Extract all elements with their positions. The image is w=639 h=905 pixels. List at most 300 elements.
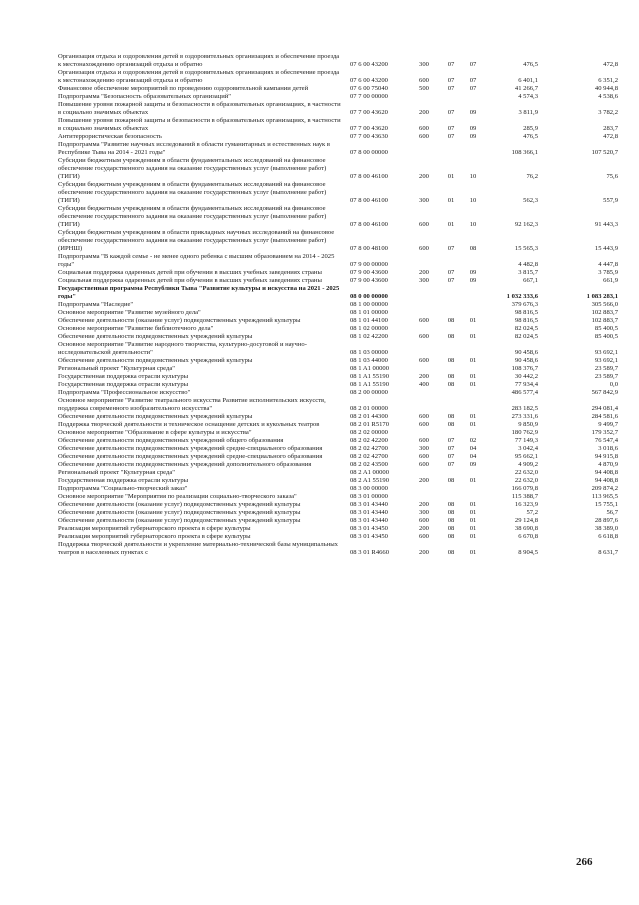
table-row: [58, 141, 618, 157]
row-code: 08 1 00 00000: [350, 301, 388, 308]
row-code: 08 3 01 43450: [350, 533, 388, 540]
row-amount-year2: 93 692,1: [594, 357, 618, 364]
row-amount-year2: 107 520,7: [591, 149, 618, 156]
row-section: 08: [447, 509, 455, 516]
table-row: [58, 93, 618, 101]
row-code: 08 1 03 44000: [350, 357, 388, 364]
row-expense-type: 600: [419, 357, 429, 364]
row-subsection: 01: [469, 317, 477, 324]
row-amount-year1: 16 323,9: [514, 501, 538, 508]
row-description: Обеспечение деятельности подведомственных учреждений культуры: [58, 413, 253, 420]
row-description: Реализация мероприятий губернаторского проекта в сфере культуры: [58, 525, 251, 532]
row-code: 08 3 01 43440: [350, 501, 388, 508]
row-amount-year2: 85 400,5: [594, 333, 618, 340]
row-subsection: 07: [469, 61, 477, 68]
row-code: 07 6 00 75040: [350, 85, 388, 92]
row-code: 08 3 01 43440: [350, 509, 388, 516]
table-row: [58, 285, 618, 301]
row-code: 08 2 02 42700: [350, 453, 388, 460]
row-amount-year1: 4 482,8: [518, 261, 538, 268]
row-expense-type: 600: [419, 245, 429, 252]
row-description: Обеспечение деятельности (оказание услуг) подведомственных учреждений культуры: [58, 517, 301, 524]
row-code: 08 3 01 43440: [350, 517, 388, 524]
row-amount-year1: 92 162,3: [514, 221, 538, 228]
row-section: 07: [447, 109, 455, 116]
row-expense-type: 200: [419, 173, 429, 180]
row-amount-year1: 273 331,6: [511, 413, 538, 420]
table-row: [58, 229, 618, 253]
row-description: Социальная поддержка одаренных детей при обучении в высших учебных заведениях страны: [58, 269, 322, 276]
table-row: [58, 277, 618, 285]
row-expense-type: 600: [419, 453, 429, 460]
row-amount-year2: 179 352,7: [591, 429, 618, 436]
row-expense-type: 200: [419, 373, 429, 380]
row-subsection: 08: [469, 245, 477, 252]
row-amount-year2: 1 083 283,1: [586, 293, 618, 300]
row-amount-year1: 6 401,1: [518, 77, 538, 84]
row-amount-year2: 93 692,1: [594, 349, 618, 356]
row-section: 08: [447, 477, 455, 484]
row-amount-year2: 661,9: [603, 277, 618, 284]
row-expense-type: 600: [419, 461, 429, 468]
row-subsection: 01: [469, 517, 477, 524]
row-code: 07 8 00 46100: [350, 197, 388, 204]
table-row: [58, 389, 618, 397]
row-expense-type: 600: [419, 517, 429, 524]
row-code: 08 2 01 44300: [350, 413, 388, 420]
row-code: 08 1 A1 55190: [350, 381, 390, 388]
row-code: 08 3 00 00000: [350, 485, 388, 492]
row-amount-year1: 115 388,7: [511, 493, 538, 500]
row-code: 07 9 00 43600: [350, 269, 388, 276]
table-row: [58, 509, 618, 517]
row-amount-year2: 8 631,7: [598, 549, 618, 556]
table-row: [58, 205, 618, 229]
row-section: 08: [447, 373, 455, 380]
row-code: 08 2 A1 00000: [350, 469, 390, 476]
row-amount-year2: 9 499,7: [598, 421, 618, 428]
row-section: 07: [447, 445, 455, 452]
row-subsection: 10: [469, 173, 477, 180]
table-row: [58, 453, 618, 461]
row-expense-type: 200: [419, 501, 429, 508]
row-description: Обеспечение деятельности подведомственных учреждений общего образования: [58, 437, 284, 444]
table-row: [58, 357, 618, 365]
row-amount-year1: 22 632,0: [514, 469, 538, 476]
row-subsection: 01: [469, 501, 477, 508]
row-amount-year2: 4 870,9: [598, 461, 618, 468]
row-subsection: 01: [469, 549, 477, 556]
row-amount-year1: 57,2: [526, 509, 538, 516]
row-amount-year1: 166 079,8: [511, 485, 538, 492]
row-amount-year2: 209 874,2: [591, 485, 618, 492]
row-amount-year1: 486 577,4: [511, 389, 538, 396]
row-expense-type: 300: [419, 277, 429, 284]
row-amount-year1: 30 442,2: [514, 373, 538, 380]
row-description: Региональный проект "Культурная среда": [58, 365, 175, 372]
table-row: [58, 485, 618, 493]
row-expense-type: 400: [419, 381, 429, 388]
row-section: 07: [447, 453, 455, 460]
row-code: 08 2 02 42700: [350, 445, 388, 452]
table-row: [58, 477, 618, 485]
row-expense-type: 600: [419, 533, 429, 540]
row-description: Обеспечение деятельности подведомственных учреждений средне-специального образования: [58, 453, 323, 460]
table-row: [58, 373, 618, 381]
row-description: Региональный проект "Культурная среда": [58, 469, 175, 476]
row-amount-year2: 3 782,2: [598, 109, 618, 116]
row-amount-year1: 3 042,4: [518, 445, 538, 452]
row-amount-year2: 557,9: [603, 197, 618, 204]
row-section: 07: [447, 277, 455, 284]
row-expense-type: 300: [419, 445, 429, 452]
row-description: Государственная поддержка отрасли культуры: [58, 373, 189, 380]
row-expense-type: 200: [419, 477, 429, 484]
row-subsection: 07: [469, 77, 477, 84]
row-amount-year2: 472,8: [603, 61, 618, 68]
row-amount-year2: 3 785,9: [598, 269, 618, 276]
row-amount-year2: 40 944,8: [594, 85, 618, 92]
row-code: 07 6 00 43200: [350, 61, 388, 68]
table-row: [58, 85, 618, 93]
row-amount-year1: 3 811,9: [518, 109, 538, 116]
row-amount-year1: 77 934,4: [514, 381, 538, 388]
page-number: 266: [576, 856, 593, 868]
table-row: [58, 133, 618, 141]
table-row: [58, 117, 618, 133]
row-amount-year1: 562,3: [523, 197, 538, 204]
row-code: 08 3 01 43450: [350, 525, 388, 532]
table-row: [58, 365, 618, 373]
row-subsection: 09: [469, 461, 477, 468]
table-row: [58, 501, 618, 509]
row-amount-year2: 91 443,3: [594, 221, 618, 228]
row-amount-year2: 472,8: [603, 133, 618, 140]
table-row: [58, 253, 618, 269]
row-amount-year2: 283,7: [603, 125, 618, 132]
row-description: Основное мероприятие "Развитие музейного дела": [58, 309, 201, 316]
row-subsection: 01: [469, 357, 477, 364]
row-section: 08: [447, 421, 455, 428]
row-amount-year1: 82 024,5: [514, 333, 538, 340]
row-description: Обеспечение деятельности подведомственных учреждений культуры: [58, 333, 253, 340]
row-description: Организация отдыха и оздоровления детей в оздоровительных организациях и обеспечение проезда к местонахождению организаций отдыха и обратно: [58, 69, 340, 84]
row-amount-year1: 1 032 333,6: [506, 293, 538, 300]
row-amount-year2: 567 842,9: [591, 389, 618, 396]
table-row: [58, 397, 618, 413]
table-row: [58, 469, 618, 477]
row-expense-type: 200: [419, 269, 429, 276]
table-row: [58, 181, 618, 205]
row-subsection: 02: [469, 437, 477, 444]
table-row: [58, 421, 618, 429]
row-description: Подпрограмма "Безопасность образовательных организаций": [58, 93, 231, 100]
row-amount-year1: 4 574,3: [518, 93, 538, 100]
row-description: Субсидии бюджетным учреждениям в области фундаментальных исследований на финансовое обеспечение государственного задания на оказание государственных услуг (выполнение работ) (ТИГИ): [58, 181, 327, 204]
row-expense-type: 600: [419, 125, 429, 132]
row-section: 01: [447, 197, 455, 204]
row-amount-year2: 94 408,8: [594, 477, 618, 484]
row-code: 07 8 00 46100: [350, 221, 388, 228]
row-description: Основное мероприятие "Мероприятия по реализации социально-творческого заказа": [58, 493, 297, 500]
row-code: 08 1 01 44100: [350, 317, 388, 324]
row-description: Государственная поддержка отрасли культуры: [58, 477, 189, 484]
row-amount-year1: 95 662,1: [514, 453, 538, 460]
row-code: 07 9 00 00000: [350, 261, 388, 268]
row-amount-year1: 476,5: [523, 61, 538, 68]
row-section: 07: [447, 61, 455, 68]
row-amount-year2: 0,0: [609, 381, 618, 388]
row-amount-year2: 3 018,6: [598, 445, 618, 452]
row-section: 08: [447, 533, 455, 540]
row-subsection: 09: [469, 109, 477, 116]
row-amount-year2: 102 883,7: [591, 317, 618, 324]
row-code: 08 0 00 00000: [350, 293, 388, 300]
row-section: 08: [447, 525, 455, 532]
row-amount-year2: 38 389,0: [594, 525, 618, 532]
row-amount-year1: 82 024,5: [514, 325, 538, 332]
row-amount-year2: 15 755,1: [594, 501, 618, 508]
row-amount-year1: 476,5: [523, 133, 538, 140]
row-description: Обеспечение деятельности (оказание услуг) подведомственных учреждений культуры: [58, 509, 301, 516]
row-amount-year1: 38 690,8: [514, 525, 538, 532]
row-code: 08 2 02 43500: [350, 461, 388, 468]
row-amount-year2: 75,6: [606, 173, 618, 180]
row-amount-year2: 94 408,8: [594, 469, 618, 476]
row-amount-year1: 98 816,5: [514, 309, 538, 316]
row-description: Государственная программа Республики Тыва "Развитие культуры и искусства на 2021 - 2025 годы": [58, 285, 340, 300]
row-amount-year2: 113 965,5: [591, 493, 618, 500]
row-amount-year1: 15 565,3: [514, 245, 538, 252]
row-section: 07: [447, 133, 455, 140]
row-section: 08: [447, 549, 455, 556]
row-description: Повышение уровня пожарной защиты и безопасности в образовательных организациях, в частности в социально значимых объектах: [58, 117, 341, 132]
row-amount-year2: 102 883,7: [591, 309, 618, 316]
row-amount-year2: 28 897,6: [594, 517, 618, 524]
row-amount-year1: 379 676,3: [511, 301, 538, 308]
row-amount-year2: 6 618,8: [598, 533, 618, 540]
row-amount-year2: 76 547,4: [594, 437, 618, 444]
row-subsection: 01: [469, 477, 477, 484]
row-code: 07 6 00 43200: [350, 77, 388, 84]
row-description: Основное мероприятие "Развитие народного творчества, культурно-досуговой и научно-исследовательской деятельности": [58, 341, 307, 356]
table-row: [58, 157, 618, 181]
row-description: Субсидии бюджетным учреждениям в области фундаментальных исследований на финансовое обеспечение государственного задания на оказание государственных услуг (выполнение работ) (ТИГИ): [58, 157, 327, 180]
row-description: Подпрограмма "В каждой семье - не менее одного ребенка с высшим образованием на 2014 - 2025 годы": [58, 253, 335, 268]
row-expense-type: 600: [419, 77, 429, 84]
row-section: 08: [447, 317, 455, 324]
row-amount-year2: 85 400,5: [594, 325, 618, 332]
table-row: [58, 269, 618, 277]
row-expense-type: 600: [419, 221, 429, 228]
row-expense-type: 200: [419, 109, 429, 116]
row-section: 07: [447, 245, 455, 252]
row-code: 08 1 A1 55190: [350, 373, 390, 380]
row-code: 07 8 00 48100: [350, 245, 388, 252]
row-code: 08 2 01 00000: [350, 405, 388, 412]
row-subsection: 04: [469, 445, 477, 452]
row-description: Обеспечение деятельности (оказание услуг) подведомственных учреждений культуры: [58, 317, 301, 324]
table-row: [58, 381, 618, 389]
row-code: 08 2 01 R5170: [350, 421, 390, 428]
table-row: [58, 333, 618, 341]
table-row: [58, 533, 618, 541]
row-code: 08 1 02 42200: [350, 333, 388, 340]
row-section: 08: [447, 357, 455, 364]
row-section: 07: [447, 437, 455, 444]
row-subsection: 01: [469, 413, 477, 420]
row-description: Подпрограмма "Развитие научных исследований в области гуманитарных и естественных наук в Республике Тыва на 2014 - 2021 годы": [58, 141, 331, 156]
row-expense-type: 200: [419, 549, 429, 556]
row-amount-year1: 8 904,5: [518, 549, 538, 556]
row-amount-year1: 98 816,5: [514, 317, 538, 324]
row-description: Основное мероприятие "Развитие библиотечного дела": [58, 325, 214, 332]
row-code: 08 3 01 R4660: [350, 549, 390, 556]
row-amount-year2: 284 581,6: [591, 413, 618, 420]
row-amount-year1: 76,2: [526, 173, 538, 180]
row-amount-year1: 77 149,3: [514, 437, 538, 444]
row-amount-year2: 4 447,8: [598, 261, 618, 268]
row-expense-type: 500: [419, 85, 429, 92]
table-row: [58, 445, 618, 453]
row-description: Социальная поддержка одаренных детей при обучении в высших учебных заведениях страны: [58, 277, 322, 284]
row-subsection: 09: [469, 277, 477, 284]
table-row: [58, 317, 618, 325]
row-description: Обеспечение деятельности (оказание услуг) подведомственных учреждений культуры: [58, 501, 301, 508]
row-subsection: 09: [469, 133, 477, 140]
row-expense-type: 600: [419, 333, 429, 340]
row-subsection: 04: [469, 453, 477, 460]
row-amount-year1: 41 266,7: [514, 85, 538, 92]
row-amount-year1: 29 124,8: [514, 517, 538, 524]
row-expense-type: 200: [419, 525, 429, 532]
row-description: Субсидии бюджетным учреждениям в области фундаментальных исследований на финансовое обеспечение государственного задания на оказание государственных услуг (выполнение работ) (ТИГИ): [58, 205, 327, 228]
row-subsection: 01: [469, 525, 477, 532]
row-description: Обеспечение деятельности подведомственных учреждений культуры: [58, 357, 253, 364]
row-subsection: 09: [469, 125, 477, 132]
row-expense-type: 600: [419, 421, 429, 428]
row-amount-year2: 23 589,7: [594, 365, 618, 372]
row-code: 08 2 A1 55190: [350, 477, 390, 484]
row-amount-year1: 285,9: [523, 125, 538, 132]
row-description: Поддержка творческой деятельности и укрепление материально-технической базы муниципальных театров в населенных пунктах с: [58, 541, 338, 556]
row-description: Подпрограмма "Профессиональное искусство": [58, 389, 191, 396]
row-section: 08: [447, 381, 455, 388]
table-row: [58, 301, 618, 309]
row-section: 07: [447, 269, 455, 276]
row-amount-year2: 305 566,0: [591, 301, 618, 308]
row-subsection: 01: [469, 373, 477, 380]
table-row: [58, 53, 618, 69]
row-subsection: 10: [469, 197, 477, 204]
row-code: 08 1 03 00000: [350, 349, 388, 356]
row-code: 07 8 00 00000: [350, 149, 388, 156]
row-description: Финансовое обеспечение мероприятий по проведению оздоровительной кампании детей: [58, 85, 309, 92]
row-code: 07 7 00 43630: [350, 133, 388, 140]
table-row: [58, 429, 618, 437]
row-subsection: 01: [469, 381, 477, 388]
row-description: Государственная поддержка отрасли культуры: [58, 381, 189, 388]
row-expense-type: 300: [419, 61, 429, 68]
row-section: 08: [447, 413, 455, 420]
row-amount-year1: 90 458,6: [514, 349, 538, 356]
row-expense-type: 600: [419, 413, 429, 420]
row-expense-type: 300: [419, 509, 429, 516]
row-amount-year1: 6 670,8: [518, 533, 538, 540]
row-section: 07: [447, 461, 455, 468]
row-description: Основное мероприятие "Развитие театрального искусства Развитие исполнительских искусств, поддержка современного изобразительного искусства": [58, 397, 326, 412]
row-code: 08 2 00 00000: [350, 389, 388, 396]
row-description: Антитеррористическая безопасность: [58, 133, 162, 140]
row-section: 01: [447, 173, 455, 180]
row-code: 08 1 01 00000: [350, 309, 388, 316]
row-amount-year1: 4 909,2: [518, 461, 538, 468]
row-subsection: 01: [469, 509, 477, 516]
row-amount-year1: 108 376,7: [511, 365, 538, 372]
row-code: 08 2 02 42200: [350, 437, 388, 444]
table-row: [58, 325, 618, 333]
row-amount-year1: 283 182,5: [511, 405, 538, 412]
row-section: 08: [447, 333, 455, 340]
row-expense-type: 600: [419, 317, 429, 324]
row-amount-year2: 15 443,9: [594, 245, 618, 252]
row-code: 07 7 00 43620: [350, 109, 388, 116]
row-amount-year1: 108 366,1: [511, 149, 538, 156]
row-amount-year1: 22 632,0: [514, 477, 538, 484]
row-amount-year2: 4 538,6: [598, 93, 618, 100]
row-section: 08: [447, 501, 455, 508]
table-row: [58, 437, 618, 445]
row-description: Организация отдыха и оздоровления детей в оздоровительных организациях и обеспечение проезда к местонахождению организаций отдыха и обратно: [58, 53, 340, 68]
row-code: 08 1 02 00000: [350, 325, 388, 332]
row-code: 08 1 A1 00000: [350, 365, 390, 372]
row-amount-year2: 23 589,7: [594, 373, 618, 380]
row-amount-year1: 667,1: [523, 277, 538, 284]
row-expense-type: 300: [419, 197, 429, 204]
table-row: [58, 541, 618, 557]
row-code: 07 7 00 00000: [350, 93, 388, 100]
row-expense-type: 600: [419, 133, 429, 140]
row-subsection: 07: [469, 85, 477, 92]
row-subsection: 10: [469, 221, 477, 228]
row-description: Подпрограмма "Социально-творческий заказ": [58, 485, 188, 492]
row-amount-year1: 3 815,7: [518, 269, 538, 276]
table-row: [58, 493, 618, 501]
row-section: 01: [447, 221, 455, 228]
row-code: 08 3 01 00000: [350, 493, 388, 500]
row-code: 07 8 00 46100: [350, 173, 388, 180]
row-subsection: 01: [469, 533, 477, 540]
row-amount-year1: 9 850,9: [518, 421, 538, 428]
row-section: 07: [447, 77, 455, 84]
table-row: [58, 309, 618, 317]
row-code: 07 9 00 43600: [350, 277, 388, 284]
row-description: Повышение уровня пожарной защиты и безопасности в образовательных организациях, в частности в социально значимых объектах: [58, 101, 341, 116]
row-amount-year2: 6 351,2: [598, 77, 618, 84]
budget-table: [58, 53, 618, 557]
row-amount-year1: 90 458,6: [514, 357, 538, 364]
row-section: 07: [447, 125, 455, 132]
table-row: [58, 525, 618, 533]
row-amount-year2: 294 081,4: [591, 405, 618, 412]
row-subsection: 01: [469, 333, 477, 340]
row-description: Обеспечение деятельности подведомственных учреждений дополнительного образования: [58, 461, 312, 468]
row-amount-year2: 56,7: [606, 509, 618, 516]
row-amount-year2: 94 915,8: [594, 453, 618, 460]
row-description: Подпрограмма "Наследие": [58, 301, 134, 308]
row-description: Субсидии бюджетным учреждениям в области прикладных научных исследований на финансовое обеспечение государственного задания на оказание государственных услуг (выполнение работ) (ИРНШ): [58, 229, 335, 252]
row-amount-year1: 180 762,9: [511, 429, 538, 436]
